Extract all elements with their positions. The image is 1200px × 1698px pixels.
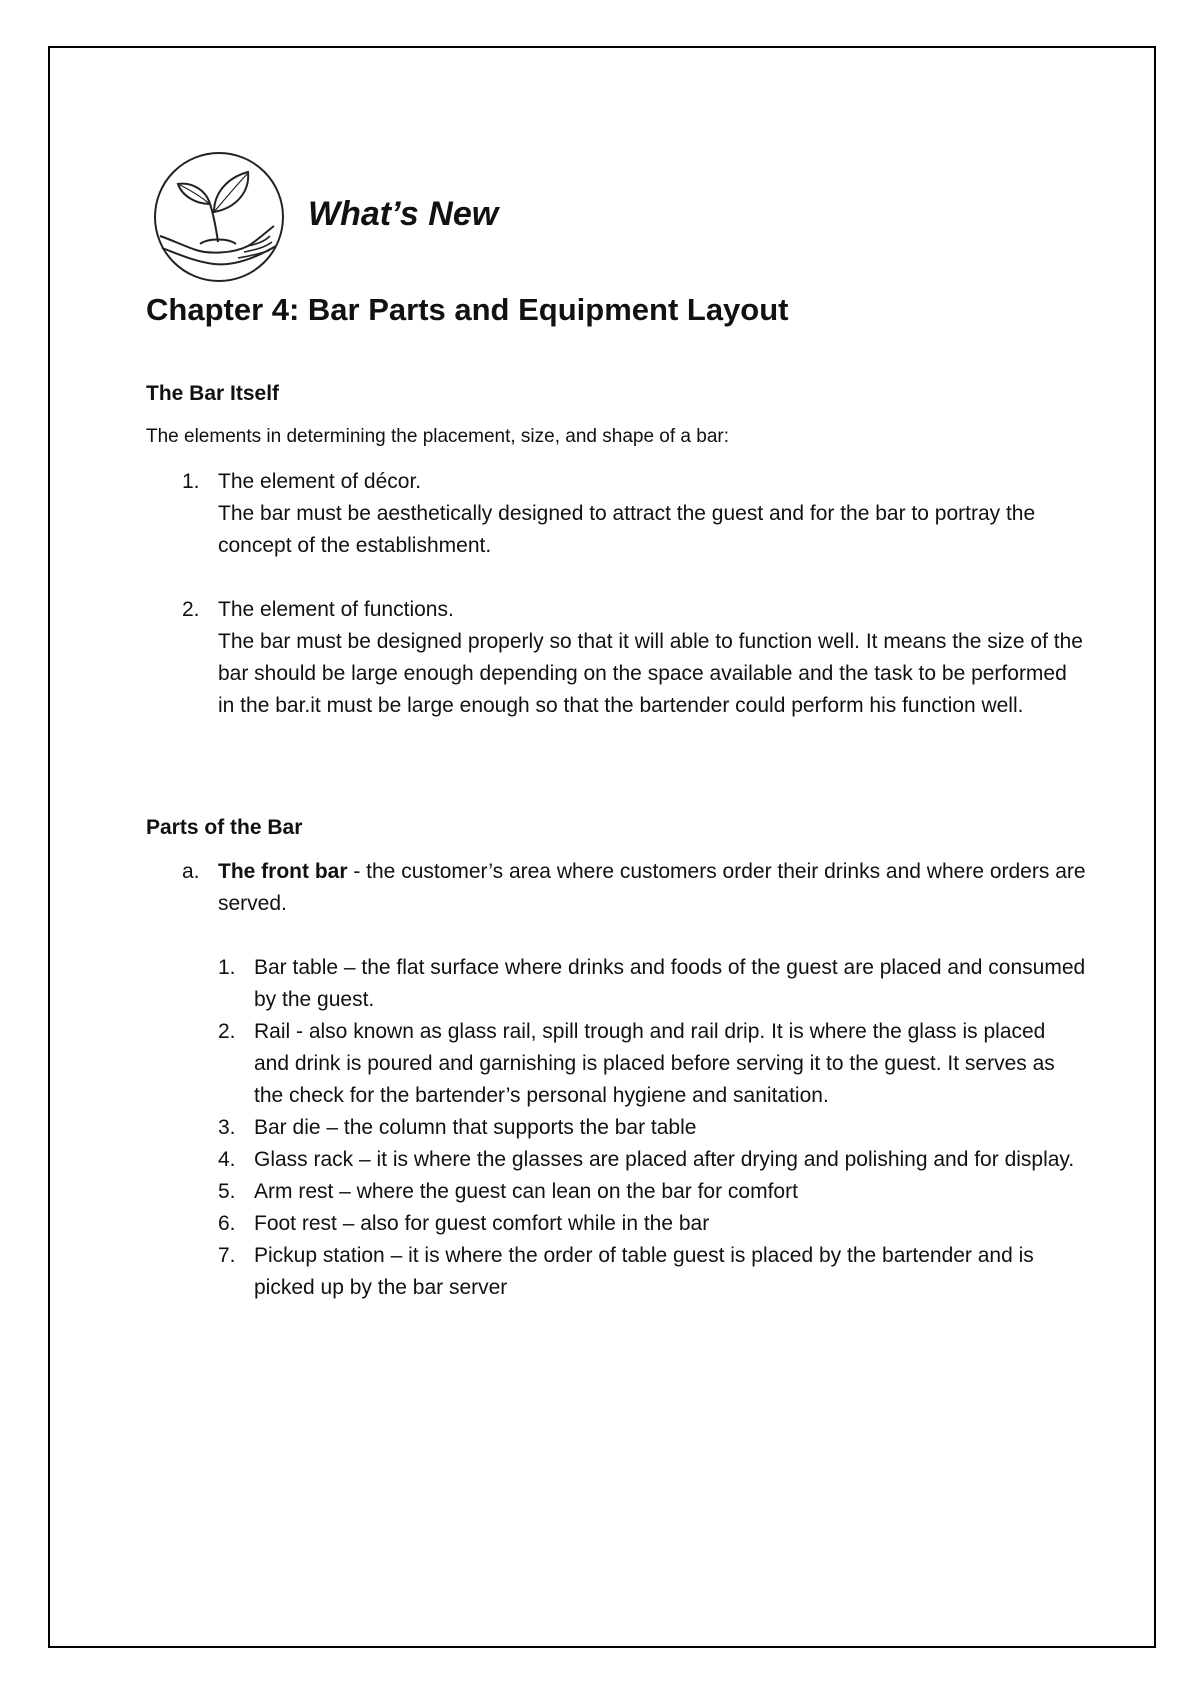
list-item (146, 466, 1086, 562)
list-marker: 1. (182, 470, 200, 493)
list-item (146, 856, 1086, 1304)
hand-holding-seedling-icon (152, 150, 286, 284)
list-item-text: Foot rest – also for guest comfort while in the bar (254, 1212, 710, 1235)
list-item-title: The element of functions. (218, 598, 454, 621)
list-item-text: Arm rest – where the guest can lean on the bar for comfort (254, 1180, 798, 1203)
list-marker: 5. (218, 1180, 236, 1203)
bar-elements-list (146, 466, 1086, 722)
list-item-text: Bar table – the flat surface where drinks and foods of the guest are placed and consumed by the guest. (254, 956, 1086, 1011)
list-item (218, 1144, 1086, 1176)
list-marker: 7. (218, 1244, 236, 1267)
list-item-text: The bar must be designed properly so that it will able to function well. It means the size of the bar should be large enough depending on the space available and the task to be performed in the bar.it must be large enough so that the bartender could perform his function well. (218, 630, 1083, 717)
list-item-term: The front bar (218, 860, 348, 883)
list-marker: 2. (218, 1020, 236, 1043)
list-item (218, 952, 1086, 1016)
list-item-text: - the customer’s area where customers order their drinks and where orders are served. (218, 860, 1086, 915)
list-item-text: Rail - also known as glass rail, spill trough and rail drip. It is where the glass is placed and drink is poured and garnishing is placed before serving it to the guest. It serves as the check for the bartender’s personal hygiene and sanitation. (254, 1020, 1055, 1107)
list-marker: 3. (218, 1116, 236, 1139)
list-item-text: The bar must be aesthetically designed to attract the guest and for the bar to portray the concept of the establishment. (218, 502, 1036, 557)
list-marker: 6. (218, 1212, 236, 1235)
list-item-text: Pickup station – it is where the order of table guest is placed by the bartender and is picked up by the bar server (254, 1244, 1034, 1299)
list-item-title: The element of décor. (218, 470, 422, 493)
section-label: What’s New (308, 194, 499, 233)
front-bar-parts-list (218, 952, 1086, 1304)
list-marker: 2. (182, 598, 200, 621)
list-item (218, 1112, 1086, 1144)
list-item (218, 1176, 1086, 1208)
parts-of-bar-heading: Parts of the Bar (146, 816, 303, 839)
list-marker: 1. (218, 956, 236, 979)
bar-itself-heading: The Bar Itself (146, 382, 280, 405)
parts-of-bar-list (146, 856, 1086, 1304)
section-header (146, 150, 1086, 284)
document-content (146, 150, 1086, 1304)
list-item (218, 1240, 1086, 1304)
list-item-text: Glass rack – it is where the glasses are placed after drying and polishing and for display. (254, 1148, 1075, 1171)
list-item (218, 1016, 1086, 1112)
list-marker: a. (182, 860, 200, 883)
bar-itself-intro: The elements in determining the placement, size, and shape of a bar: (146, 426, 730, 447)
chapter-title: Chapter 4: Bar Parts and Equipment Layout (146, 292, 789, 327)
list-marker: 4. (218, 1148, 236, 1171)
list-item-text-block (218, 856, 1086, 920)
list-item (218, 1208, 1086, 1240)
list-item-text: Bar die – the column that supports the bar table (254, 1116, 697, 1139)
list-item (146, 594, 1086, 722)
